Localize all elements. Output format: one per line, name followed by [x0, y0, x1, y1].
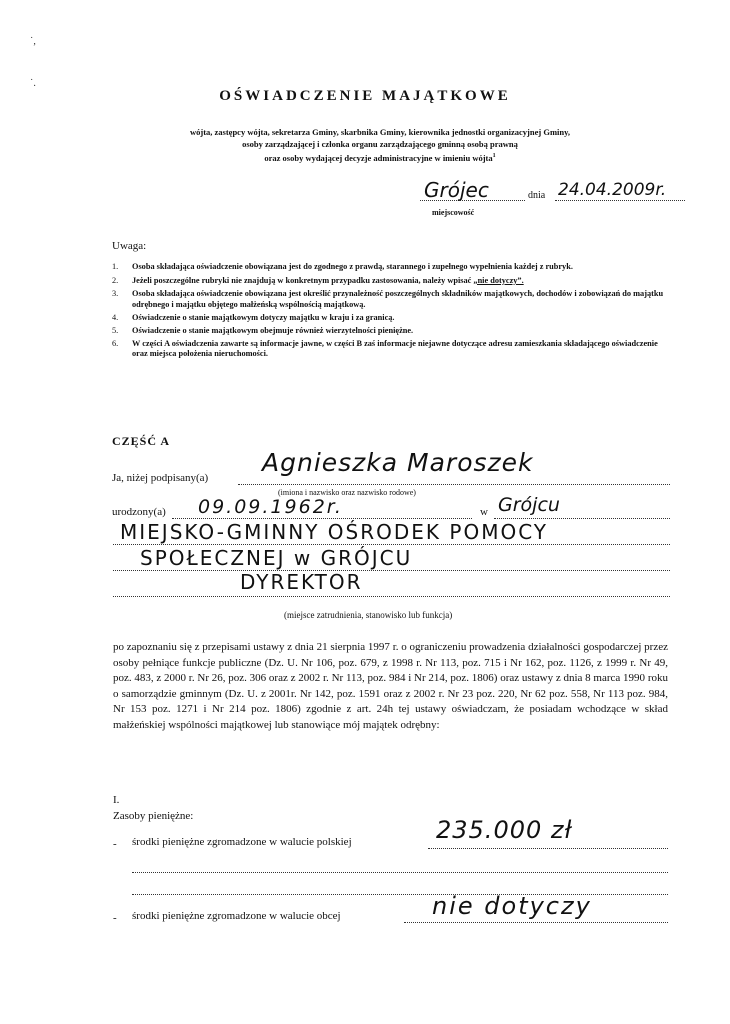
note-number: 6. — [112, 338, 119, 348]
note-item — [112, 326, 672, 337]
pln-dots-2 — [132, 872, 668, 873]
place-caption: miejscowość — [432, 208, 475, 217]
notes-list — [112, 262, 672, 360]
legal-paragraph: po zapoznaniu się z przepisami ustawy z dnia 21 sierpnia 1997 r. o ograniczeniu prowadzenia działalności gospodarczej przez osoby pełniące funkcje publiczne (Dz. U. Nr 106, poz. 679, z 1998 r. Nr 113, poz. 715 i Nr 162, poz. 1126, z 1999 r. Nr 49, poz. 483, z 2000 r. Nr 26, poz. 306 oraz z 2002 r. Nr 113, poz. 984 i Nr 214, poz. 1806) oraz ustawy z dnia 8 marca 1990 roku o samorządzie gminnym (Dz. U. z 2001r. Nr 142, poz. 1591 oraz z 2002 r. Nr 23 poz. 220, Nr 62 poz. 558, Nr 113 poz. 984, Nr 153 poz. 1271 i Nr 214 poz. 1806) zgodnie z art. 24h tej ustawy oświadczam, że posiadam wchodzące w skład małżeńskiej wspólności majątkowej lub stanowiące mój majątek odrębny: — [113, 641, 668, 731]
subtitle-line-2: osoby zarządzającej i członka organu zarządzającego gminną osobą prawną — [242, 139, 518, 149]
employment-line-1: MIEJSKO-GMINNY OŚRODEK POMOCY — [120, 520, 549, 544]
pln-dots — [428, 848, 668, 849]
document-title: OŚWIADCZENIE MAJĄTKOWE — [219, 88, 511, 104]
signer-label: Ja, niżej podpisany(a) — [112, 472, 209, 484]
section-heading: Zasoby pieniężne: — [113, 810, 194, 822]
note-text: Osoba składająca oświadczenie obowiązana jest określić przynależność poszczególnych składników majątkowych, dochodów i zobowiązań do majątku odrębnego i majątku objętego małżeńską wspólnością majątkową. — [132, 289, 664, 309]
footnote-mark: 1 — [492, 153, 496, 159]
foreign-value-handwritten: nie dotyczy — [432, 892, 592, 920]
note-emphasis: „nie dotyczy”. — [473, 275, 524, 285]
born-date-dots — [172, 518, 472, 519]
note-item — [112, 262, 672, 273]
note-number: 5. — [112, 325, 119, 335]
note-item — [112, 339, 672, 360]
subtitle-line-3 — [100, 150, 660, 164]
date-handwritten: 24.04.2009r. — [558, 180, 667, 200]
signer-dots — [238, 484, 670, 485]
note-text: Oświadczenie o stanie majątkowym obejmuje również wierzytelności pieniężne. — [132, 325, 414, 335]
note-text: Jeżeli poszczególne rubryki nie znajdują w konkretnym przypadku zastosowania, należy wpisać — [132, 275, 472, 285]
pln-value-handwritten: 235.000 zł — [436, 816, 573, 844]
born-date-handwritten: 09.09.1962r. — [198, 496, 343, 518]
employment-line-2: SPOŁECZNEJ w GRÓJCU — [140, 546, 413, 570]
note-number: 4. — [112, 313, 119, 323]
born-in-label: w — [480, 506, 488, 518]
note-text: Osoba składająca oświadczenie obowiązana jest do zgodnego z prawdą, starannego i zupełnego wypełnienia każdej z rubryk. — [132, 262, 573, 271]
margin-mark-2: ˙. — [30, 78, 36, 89]
signer-name-handwritten: Agnieszka Maroszek — [262, 448, 534, 477]
subtitle-line-3-text: oraz osoby wydającej decyzje administracyjne w imieniu wójta — [264, 152, 493, 163]
foreign-label: środki pieniężne zgromadzone w walucie obcej — [132, 910, 341, 922]
note-text: W części A oświadczenia zawarte są informacje jawne, w części B zaś informacje niejawne dotyczące adresu zamieszkania składającego oświadczenie oraz miejsca położenia nieruchomości. — [132, 338, 658, 359]
signer-caption: (imiona i nazwisko oraz nazwisko rodowe) — [278, 488, 416, 497]
born-label: urodzony(a) — [112, 506, 166, 518]
section-roman: I. — [113, 794, 120, 806]
date-dots — [555, 200, 685, 201]
born-place-dots — [494, 518, 670, 519]
employment-dots-1 — [113, 544, 670, 545]
pln-label: środki pieniężne zgromadzone w walucie polskiej — [132, 836, 352, 848]
pln-bullet: - — [113, 838, 117, 850]
part-a-heading: CZĘŚĆ A — [112, 434, 171, 448]
note-item — [112, 276, 672, 287]
uwaga-label: Uwaga: — [112, 240, 147, 252]
dnia-label: dnia — [528, 190, 546, 201]
margin-mark-1: ˙, — [30, 36, 36, 47]
subtitle-line-1: wójta, zastępcy wójta, sekretarza Gminy, skarbnika Gminy, kierownika jednostki organizacyjnej Gminy, — [189, 127, 571, 137]
employment-dots-3 — [113, 596, 670, 597]
note-item — [112, 289, 672, 310]
employment-caption: (miejsce zatrudnienia, stanowisko lub funkcja) — [284, 610, 453, 620]
foreign-dots — [404, 922, 668, 923]
note-number: 2. — [112, 275, 119, 285]
employment-line-3: DYREKTOR — [240, 570, 363, 594]
employment-dots-2 — [113, 570, 670, 571]
foreign-bullet: - — [113, 912, 117, 924]
note-text: Oświadczenie o stanie majątkowym dotyczy majątku w kraju i za granicą. — [132, 313, 395, 323]
place-date-row — [420, 178, 680, 208]
note-number: 1. — [112, 262, 119, 271]
born-place-handwritten: Grójcu — [498, 494, 560, 516]
note-number: 3. — [112, 289, 119, 299]
place-handwritten: Grójec — [424, 178, 489, 202]
note-item — [112, 313, 672, 324]
